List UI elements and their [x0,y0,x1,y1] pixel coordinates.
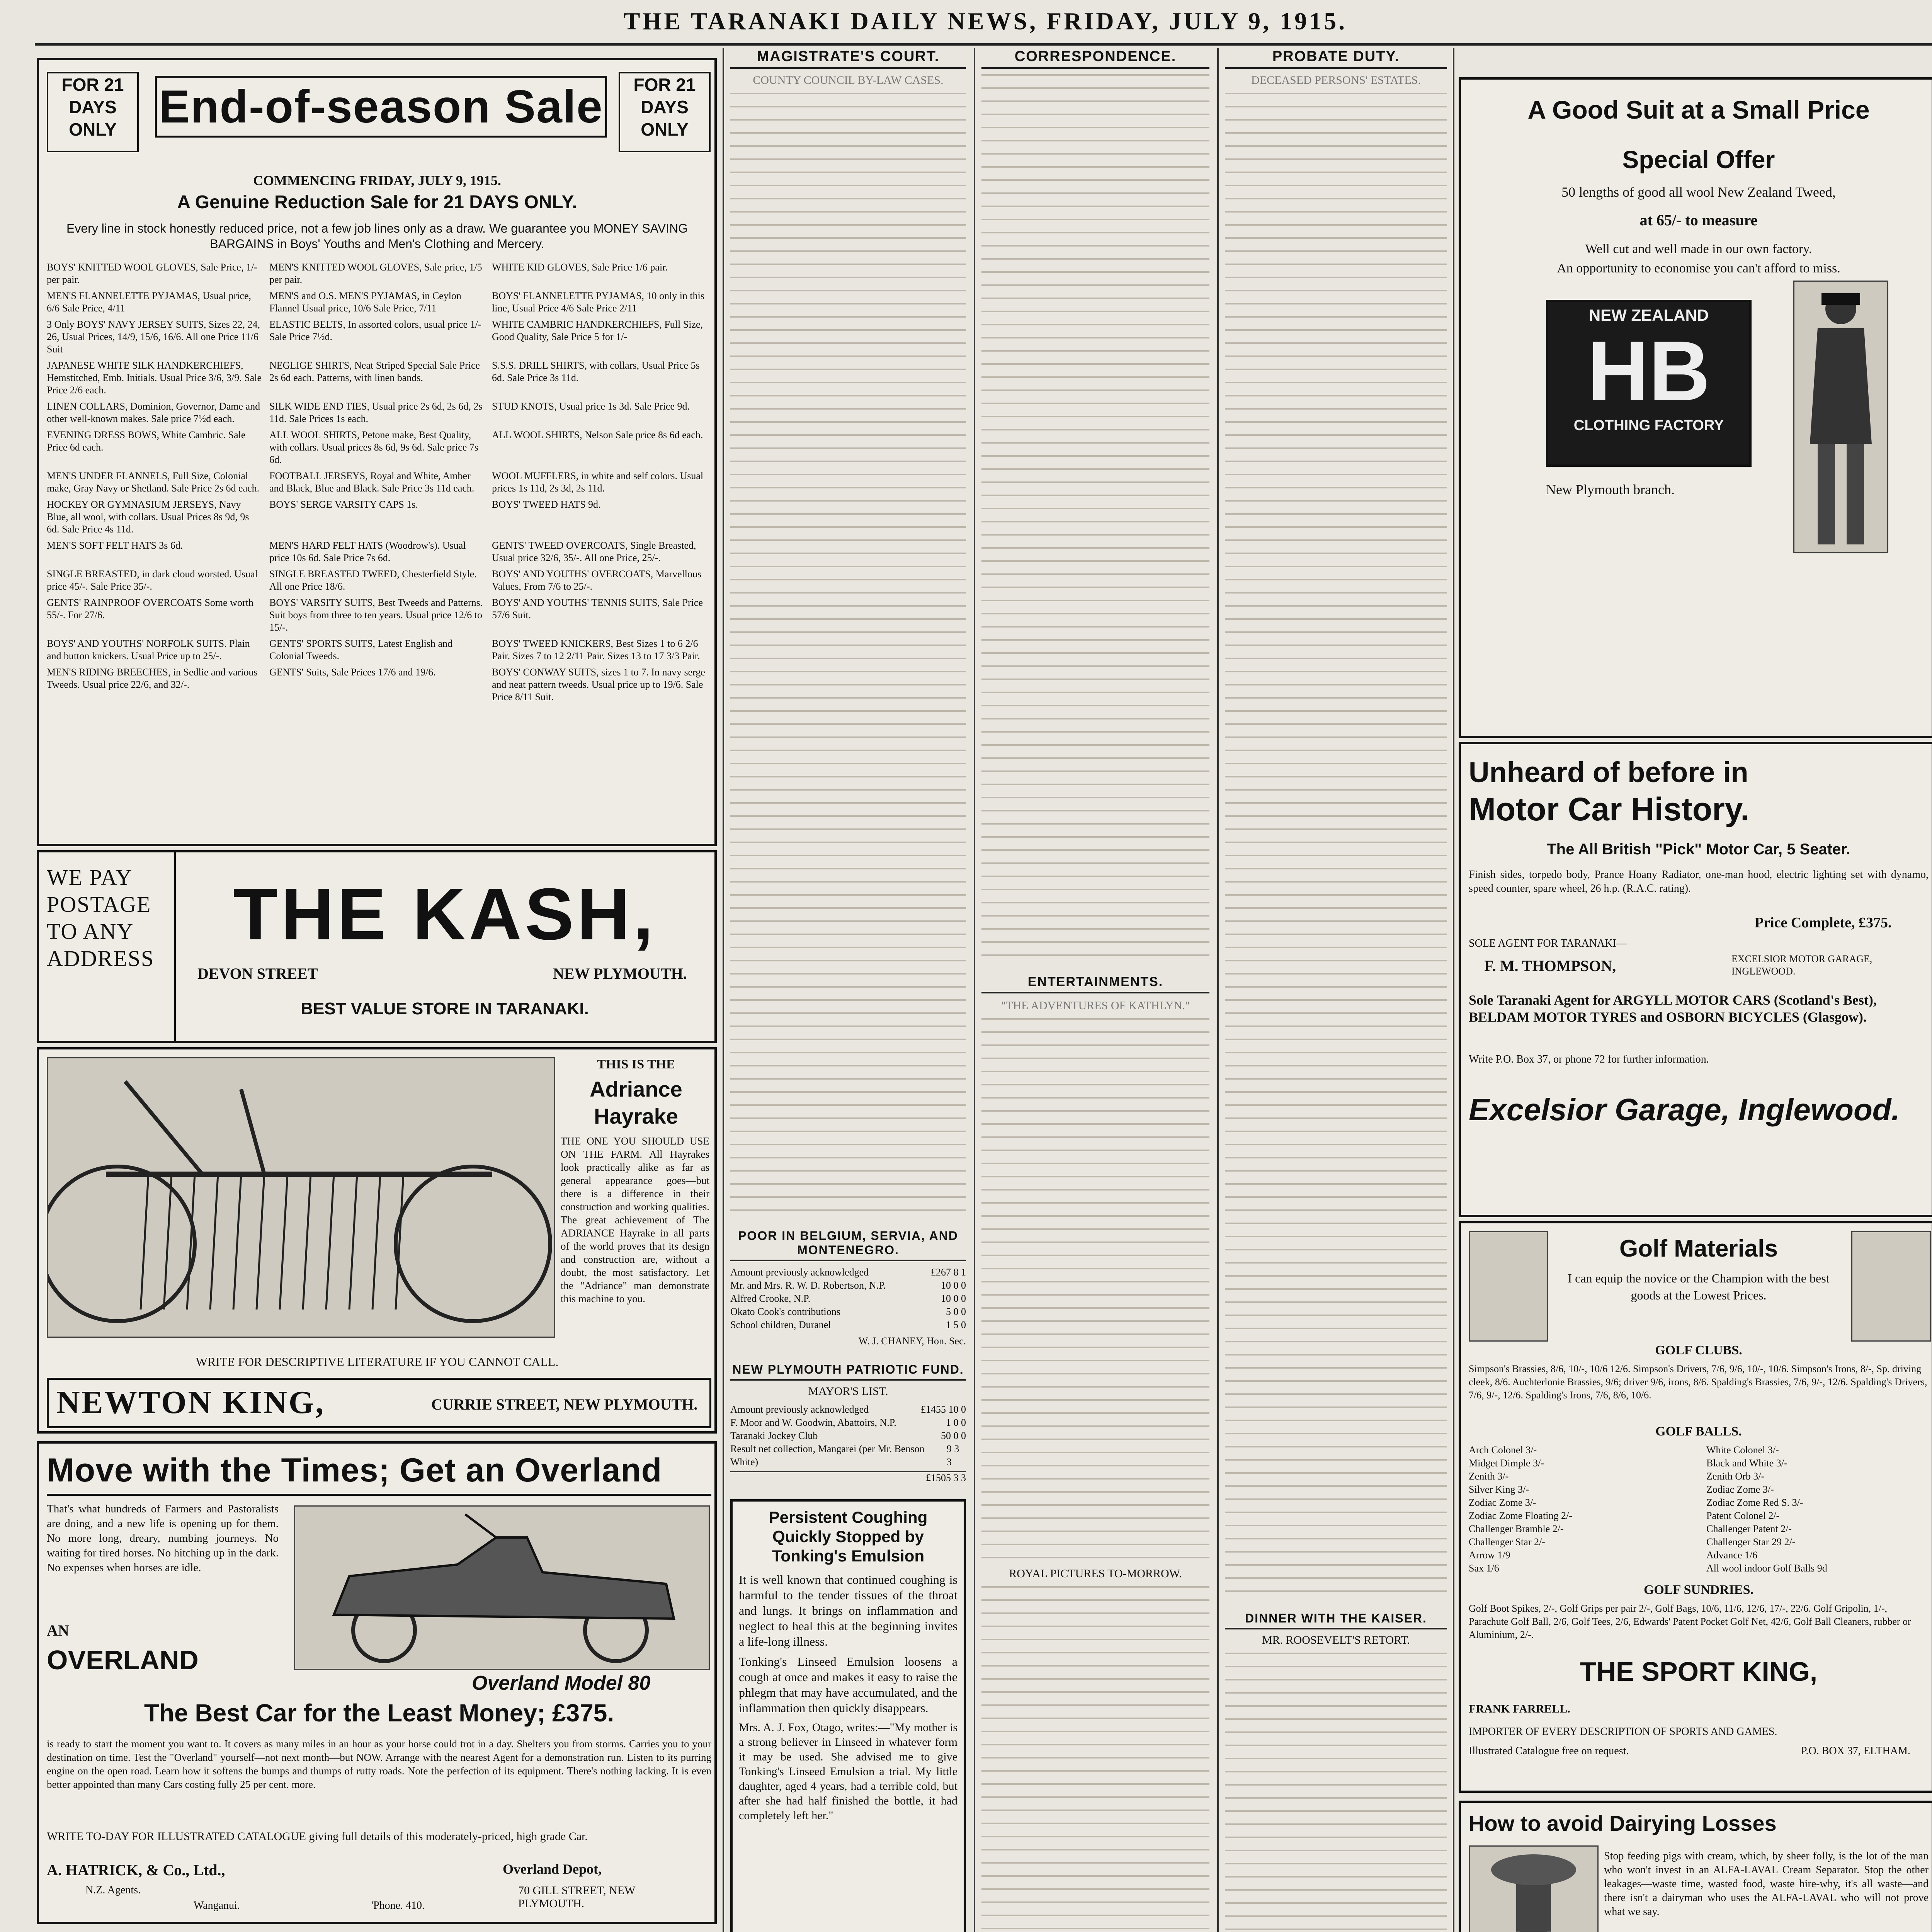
patriotic-list [730,1403,966,1469]
separator-drawing [1470,1847,1597,1932]
golf-ball-item: Patent Colonel 2/- [1706,1510,1780,1521]
golf-ball-item: Zodiac Zome 3/- [1706,1484,1774,1495]
motor-agent-head: SOLE AGENT FOR TARANAKI— [1469,937,1627,949]
overland-depot: Overland Depot, [503,1861,602,1877]
sale-item: MEN'S SOFT FELT HATS 3s 6d. [47,540,183,551]
sale-item: WHITE KID GLOVES, Sale Price 1/6 pair. [492,262,668,273]
column-divider [723,48,724,1932]
sale-item: NEGLIGE SHIRTS, Neat Striped Special Sale Price 2s 6d each. Patterns, with linen bands. [269,360,480,383]
overland-wanganui: Wanganui. [194,1900,240,1912]
tonking-advert [730,1499,966,1932]
sale-item: FOOTBALL JERSEYS, Royal and White, Amber and Black, Blue and Black. Sale Price 3s 11d each. [269,470,474,494]
sale-item: BOYS' AND YOUTHS' TENNIS SUITS, Sale Price 57/6 Suit. [492,597,703,621]
ledger-value: 5 0 0 [946,1306,966,1317]
motor-car-name: The All British "Pick" Motor Car, 5 Seater. [1547,841,1850,858]
ledger-value: 1 5 0 [946,1319,966,1330]
ledger-row [730,1442,966,1469]
dairy-body: Stop feeding pigs with cream, which, by sheer folly, is the lot of the man who won't invest in an ALFA-LAVAL Cream Separator. Stop the other leakages—waste time, wasted food, waste hire-why, it's all waste—and there isn't a dairyman who uses the ALFA-LAVAL who will not prove what we say. [1604,1850,1929,1918]
golf-ball-item: Midget Dimple 3/- [1469,1458,1544,1469]
sale-item: BOYS' TWEED KNICKERS, Best Sizes 1 to 6 2/6 Pair. Sizes 7 to 12 2/11 Pair. Sizes 13 to 17 3/3 Pair. [492,638,700,662]
motor-title-1: Unheard of before in [1469,756,1748,788]
hayrake-illustration [47,1057,555,1338]
overland-best: The Best Car for the Least Money; £375. [144,1699,614,1727]
motor-argyll: Sole Taranaki Agent for ARGYLL MOTOR CARS (Scotland's Best), BELDAM MOTOR TYRES and OSBORN BICYCLES (Glasgow). [1469,992,1877,1025]
ledger-value: 50 0 0 [941,1430,966,1441]
golf-ball-item: Challenger Star 29 2/- [1706,1536,1796,1548]
patriotic-sub: MAYOR'S LIST. [808,1385,888,1398]
golfer-illustration-left [1469,1231,1548,1342]
hb-logo-top: NEW ZEALAND [1588,306,1709,324]
golf-shop: THE SPORT KING, [1580,1656,1818,1687]
overland-car-drawing [295,1507,709,1669]
hayrake-body: THE ONE YOU SHOULD USE ON THE FARM. All Hayrakes look practically alike as far as general appearance goes—but there is a difference in their construction and working qualities. The great achievement of The ADRIANCE Hayrake in all parts of the world proves that its design and construction are, without a doubt, the most satisfactory. Let the "Adriance" man demonstrate this machine to you. [561,1135,709,1304]
overland-advert [37,1441,717,1924]
overland-intro: That's what hundreds of Farmers and Pastoralists are doing, and a new life is opening up for them. No more long, dreary, numbing journeys. No waiting for tired horses. No hitching up in the dark. No expenses when horses are idle. [47,1503,279,1574]
ledger-row [730,1403,966,1416]
sale-item: WOOL MUFFLERS, in white and self colors. Usual prices 1s 11d, 2s 3d, 2s 11d. [492,470,704,494]
motor-price: Price Complete, £375. [1755,915,1892,931]
motor-agent-right: EXCELSIOR MOTOR GARAGE, INGLEWOOD. [1731,953,1872,977]
column-divider [974,48,975,1932]
tonking-body-3: Mrs. A. J. Fox, Otago, writes:—"My mother is a strong believer in Linseed in whatever form it may be used. She advised me to give Tonking's Linseed Emulsion a trial. My little daughter, aged 4 years, had a terrible cold, but after she had half finished the bottle, it had completely left her." [739,1721,957,1822]
sale-item: LINEN COLLARS, Dominion, Governor, Dame and other well-known makes. Sale price 7½d each. [47,401,260,424]
sale-item: SILK WIDE END TIES, Usual price 2s 6d, 2s 6d, 2s 11d. Sale Prices 1s each. [269,401,483,424]
kash-title: THE KASH, [233,873,656,955]
suit-title: A Good Suit at a Small Price [1527,95,1870,124]
hayrake-this-is: THIS IS THE [597,1057,675,1071]
golf-ball-item: White Colonel 3/- [1706,1444,1779,1456]
patriotic-total: £1505 3 3 [730,1471,966,1484]
column-divider [1217,48,1219,1932]
sale-item: BOYS' KNITTED WOOL GLOVES, Sale Price, 1/- per pair. [47,262,257,285]
golf-ball-item: Challenger Bramble 2/- [1469,1523,1564,1534]
sale-item: MEN'S and O.S. MEN'S PYJAMAS, in Ceylon Flannel Usual price, 10/6 Sale Price, 7/11 [269,290,461,314]
hayrake-brand: Adriance [590,1077,682,1101]
overland-agent: A. HATRICK, & Co., Ltd., [47,1861,225,1879]
sale-item: BOYS' TWEED HATS 9d. [492,499,601,510]
motor-body: Finish sides, torpedo body, Prance Hoany Radiator, one-man hood, electric lighting set with dynamo, speed counter, spare wheel, 26 h.p. (R.A.C. rating). [1469,869,1929,895]
sale-item: SINGLE BREASTED TWEED, Chesterfield Style. All one Price 18/6. [269,568,477,592]
sale-item: GENTS' SPORTS SUITS, Latest English and Colonial Tweeds. [269,638,453,662]
dairy-advert [1459,1801,1932,1932]
ledger-row [730,1266,966,1279]
golf-sundries: Golf Boot Spikes, 2/-, Golf Grips per pair 2/-, Golf Bags, 10/6, 11/6, 12/6, 17/-, 22/6. Golf Gripolin, 1/-, Parachute Golf Ball, 2/6, Golf Tees, 2/6, Edwards' Patent Pocket Golf Net, 42/6, Golf Ball Cleaners, rubber or Aluminium, 2/-. [1469,1603,1911,1640]
sale-item: BOYS' VARSITY SUITS, Best Tweeds and Patterns. Suit boys from three to ten years. Usual price 12/6 to 15/-. [269,597,483,633]
ledger-row [730,1416,966,1429]
suit-opportunity: An opportunity to economise you can't afford to miss. [1557,261,1840,276]
golf-ball-item: Black and White 3/- [1706,1458,1787,1469]
ledger-value: 1 0 0 [946,1417,966,1428]
ledger-value: 10 0 0 [941,1293,966,1304]
magistrate-text [730,93,966,1213]
tonking-body-2: Tonking's Linseed Emulsion loosens a cough at once and makes it easy to raise the phlegm that may have accumulated, and the inflammation then quickly disappears. [739,1655,957,1715]
hb-logo-mid: HB [1587,323,1710,418]
sale-advert [37,58,717,846]
sale-item: GENTS' TWEED OVERCOATS, Single Breasted, Usual price 32/6, 35/-. All one Price, 25/-. [492,540,696,563]
suit-price: at 65/- to measure [1639,211,1758,229]
poor-head: POOR IN BELGIUM, SERVIA, AND MONTENEGRO. [730,1229,966,1261]
poor-list [730,1266,966,1332]
golf-ball-list [1469,1444,1929,1575]
hb-logo-bot: CLOTHING FACTORY [1573,417,1724,434]
golf-intro: I can equip the novice or the Champion with the best goods at the Lowest Prices. [1568,1271,1830,1302]
motor-garage: Excelsior Garage, Inglewood. [1469,1092,1900,1127]
probate-sub: DECEASED PERSONS' ESTATES. [1251,74,1421,87]
sale-item: MEN'S FLANNELETTE PYJAMAS, Usual price, 6/6 Sale Price, 4/11 [47,290,251,314]
golf-catalogue: Illustrated Catalogue free on request. [1469,1745,1629,1757]
ledger-label: Alfred Crooke, N.P. [730,1293,811,1304]
golf-ball-item: Zodiac Zome Red S. 3/- [1706,1497,1803,1508]
motor-agent: F. M. THOMPSON, [1484,957,1616,975]
ledger-row [730,1292,966,1305]
ledger-row [730,1279,966,1292]
ledger-label: F. Moor and W. Goodwin, Abattoirs, N.P. [730,1417,896,1428]
sale-item: BOYS' SERGE VARSITY CAPS 1s. [269,499,418,510]
sale-item: STUD KNOTS, Usual price 1s 3d. Sale Price 9d. [492,401,690,412]
sale-item: MEN'S RIDING BREECHES, in Sedlie and various Tweeds. Usual price 22/6, and 32/-. [47,667,258,690]
sale-item: BOYS' CONWAY SUITS, sizes 1 to 7. In navy serge and neat pattern tweeds. Usual price up to 19/6. Sale Price 8/11 Suit. [492,667,705,702]
sale-item: 3 Only BOYS' NAVY JERSEY SUITS, Sizes 22, 24, 26, Usual Prices, 14/9, 15/6, 16/6. All one Price 11/6 Suit [47,319,260,355]
news-column-magistrate [730,48,966,1932]
suit-special: Special Offer [1622,146,1775,173]
ledger-value: £267 8 1 [931,1267,966,1278]
ledger-row [730,1318,966,1332]
ledger-row [730,1429,966,1442]
ledger-label: School children, Duranel [730,1319,831,1330]
overland-an: AN [47,1622,69,1639]
man-illustration [1793,281,1888,553]
motor-title-2: Motor Car History. [1469,791,1750,827]
golf-clubs-head: GOLF CLUBS. [1655,1343,1742,1357]
man-drawing [1794,282,1887,552]
masthead: THE TARANAKI DAILY NEWS, FRIDAY, JULY 9, 1915. [623,7,1347,35]
patriotic-head: NEW PLYMOUTH PATRIOTIC FUND. [730,1362,966,1381]
sale-item: ALL WOOL SHIRTS, Petone make, Best Quality, with collars. Usual prices 8s 6d, 9s 6d. Sale price 7s 6d. [269,429,478,465]
entertainments-head: ENTERTAINMENTS. [981,975,1209,993]
ledger-label: Amount previously acknowledged [730,1267,869,1278]
overland-car-illustration [294,1505,710,1670]
kash-advert [37,850,717,1043]
golf-ball-item: Sax 1/6 [1469,1563,1499,1574]
news-column-probate [1225,48,1447,1932]
sale-item: ALL WOOL SHIRTS, Nelson Sale price 8s 6d each. [492,429,703,440]
ledger-value: 10 0 0 [941,1280,966,1291]
golf-ball-item: Zodiac Zome 3/- [1469,1497,1536,1508]
sale-item: MEN'S UNDER FLANNELS, Full Size, Colonial make, Gray Navy or Shetland. Sale Price 2s 6d each. [47,470,260,494]
kash-tagline: BEST VALUE STORE IN TARANAKI. [301,999,589,1018]
hayrake-address: CURRIE STREET, NEW PLYMOUTH. [431,1396,698,1413]
column-divider [1453,48,1454,1932]
kaiser-head: DINNER WITH THE KAISER. [1225,1611,1447,1629]
sale-title: End-of-season Sale [155,76,607,138]
tonking-head: Persistent Coughing Quickly Stopped by Tonking's Emulsion [769,1508,928,1565]
hb-logo [1546,300,1752,467]
sale-item: GENTS' RAINPROOF OVERCOATS Some worth 55/-. For 27/6. [47,597,253,621]
sale-item: BOYS' AND YOUTHS' OVERCOATS, Marvellous Values, From 7/6 to 25/-. [492,568,702,592]
magistrate-head: MAGISTRATE'S COURT. [730,48,966,69]
suit-body: 50 lengths of good all wool New Zealand Tweed, [1561,184,1836,200]
hayrake-advert [37,1047,717,1434]
sale-item: EVENING DRESS BOWS, White Cambric. Sale Price 6d each. [47,429,246,453]
hayrake-dealer-strip [47,1378,711,1428]
news-column-correspondence [981,48,1209,1932]
entertainments-sub: "THE ADVENTURES OF KATHLYN." [1001,999,1190,1012]
probate-head: PROBATE DUTY. [1225,48,1447,69]
golf-ball-item: Zenith 3/- [1469,1471,1509,1482]
sale-item: WHITE CAMBRIC HANDKERCHIEFS, Full Size, Good Quality, Sale Price 5 for 1/- [492,319,703,342]
sale-item: ELASTIC BELTS, In assorted colors, usual price 1/- Sale Price 7½d. [269,319,481,342]
hayrake-name: Hayrake [594,1104,678,1128]
sale-item: JAPANESE WHITE SILK HANDKERCHIEFS, Hemstitched, Emb. Initials. Usual Price 3/6, 3/9. Sale Price 2/6 each. [47,360,262,396]
overland-write: WRITE TO-DAY FOR ILLUSTRATED CATALOGUE giving full details of this moderately-priced, high grade Car. [47,1830,588,1843]
tonking-body-1: It is well known that continued coughing is harmful to the tender tissues of the throat and lungs. It brings on inflammation and neglect to heal this at the beginning invites a life-long illness. [739,1573,957,1648]
sale-item: MEN'S KNITTED WOOL GLOVES, Sale price, 1/5 per pair. [269,262,482,285]
overland-brand: OVERLAND [47,1645,199,1675]
magistrate-sub: COUNTY COUNCIL BY-LAW CASES. [753,74,944,87]
corr-head: CORRESPONDENCE. [981,48,1209,69]
ledger-row [730,1305,966,1318]
golf-balls-head: GOLF BALLS. [1655,1424,1742,1439]
kash-divider [174,852,176,1042]
sale-item: GENTS' Suits, Sale Prices 17/6 and 19/6. [269,667,436,678]
probate-text [1225,93,1447,1600]
kaiser-text [1225,1653,1447,1932]
sale-item: BOYS' AND YOUTHS' NORFOLK SUITS. Plain and button knickers. Usual Price up to 25/-. [47,638,250,662]
kash-town: NEW PLYMOUTH. [553,965,687,982]
motor-car-advert [1459,742,1932,1217]
sale-item-list [47,261,707,703]
overland-depot-addr: 70 GILL STREET, NEW PLYMOUTH. [518,1884,635,1910]
golf-owner: FRANK FARRELL. [1469,1702,1570,1715]
sale-side-left: FOR 21 DAYS ONLY [47,72,139,152]
kaiser-sub: MR. ROOSEVELT'S RETORT. [1262,1634,1410,1646]
kash-street: DEVON STREET [197,965,318,982]
poor-sig: W. J. CHANEY, Hon. Sec. [858,1335,966,1347]
overland-phone: 'Phone. 410. [371,1900,425,1912]
dairy-title: How to avoid Dairying Losses [1469,1811,1777,1835]
golf-advert [1459,1221,1932,1793]
sale-item: BOYS' FLANNELETTE PYJAMAS, 10 only in this line, Usual Price 4/6 Sale Price 2/11 [492,290,704,314]
golf-ball-item: Challenger Patent 2/- [1706,1523,1792,1534]
golf-title: Golf Materials [1619,1235,1778,1262]
overland-body: is ready to start the moment you want to. It covers as many miles in an hour as your horse could trot in a day. Shelters you from storms. Carries you to your destination on time. Test the "Overland" yourself—not next month—but NOW. Arrange with the nearest Agent for a demonstration run. Listen to its purring engine on the open road. Learn how it softens the bumps and thumps of rutty roads. Note the perfection of its equipment. There's nothing lacking. It is even better appointed than many Cars costing fully 25 per cent. more. [47,1738,711,1790]
hayrake-drawing [48,1058,554,1337]
golf-ball-item: Arrow 1/9 [1469,1549,1510,1561]
golfer-illustration-right [1851,1231,1931,1342]
ledger-label: Result net collection, Mangarei (per Mr. Benson White) [730,1443,925,1468]
suit-made: Well cut and well made in our own factory. [1585,242,1812,256]
golf-ball-item: Advance 1/6 [1706,1549,1758,1561]
golf-ball-item: Challenger Star 2/- [1469,1536,1545,1548]
suit-advert [1459,77,1932,738]
golf-box: P.O. BOX 37, ELTHAM. [1801,1745,1910,1757]
entertainments-text [981,1018,1209,1559]
sale-subtitle: A Genuine Reduction Sale for 21 DAYS ONLY. [177,192,577,213]
masthead-rule [35,43,1932,46]
sale-item: MEN'S HARD FELT HATS (Woodrow's). Usual price 10s 6d. Sale Price 7s 6d. [269,540,466,563]
golf-ball-item: Zenith Orb 3/- [1706,1471,1765,1482]
hayrake-write: WRITE FOR DESCRIPTIVE LITERATURE IF YOU CANNOT CALL. [196,1355,559,1369]
motor-write: Write P.O. Box 37, or phone 72 for further information. [1469,1053,1709,1065]
ledger-label: Mr. and Mrs. R. W. D. Robertson, N.P. [730,1280,886,1291]
ledger-label: Okato Cook's contributions [730,1306,840,1317]
golf-ball-item: Zodiac Zome Floating 2/- [1469,1510,1572,1521]
ledger-value: £1455 10 0 [921,1404,966,1415]
kash-postage: WE PAY POSTAGE TO ANY ADDRESS [47,865,155,971]
golf-ball-item: Silver King 3/- [1469,1484,1529,1495]
corr-text [981,74,1209,963]
hayrake-dealer: NEWTON KING, [56,1384,325,1420]
sale-item: HOCKEY OR GYMNASIUM JERSEYS, Navy Blue, all wool, with collars. Usual Prices 8s 9d, 9s 6d. Sale Price 4s 11d. [47,499,249,535]
ledger-label: Taranaki Jockey Club [730,1430,818,1441]
royal-head: ROYAL PICTURES TO-MORROW. [1009,1567,1182,1580]
overland-model: Overland Model 80 [472,1672,651,1694]
golf-clubs: Simpson's Brassies, 8/6, 10/-, 10/6 12/6. Simpson's Drivers, 7/6, 9/6, 10/-, 10/6. Simpson's Irons, 8/-, Sp. driving cleek, 8/6. Auchterlonie Brassies, 9/6; driver 9/6, irons, 8/6. Spalding's Brassies, 7/6, 9/-, 12/6. Spalding's Drivers, 7/6, 9/-, 12/6. Spalding's Irons, 7/6, 8/6, 10/6. [1469,1363,1927,1401]
ledger-value: 9 3 3 [946,1443,959,1468]
golf-ball-item: All wool indoor Golf Balls 9d [1706,1563,1827,1574]
royal-text [981,1586,1209,1932]
golf-ball-item: Arch Colonel 3/- [1469,1444,1537,1456]
sale-item: SINGLE BREASTED, in dark cloud worsted. Usual price 45/-. Sale Price 35/-. [47,568,258,592]
overland-title: Move with the Times; Get an Overland [47,1452,662,1489]
sale-commencing: COMMENCING FRIDAY, JULY 9, 1915. [253,173,501,188]
overland-rule [47,1494,711,1496]
overland-agent-sub: N.Z. Agents. [85,1884,141,1896]
ledger-label: Amount previously acknowledged [730,1404,869,1415]
sale-intro: Every line in stock honestly reduced price, not a few job lines only as a draw. We guarantee you MONEY SAVING BARGAINS in Boys' Youths and Men's Clothing and Mercery. [66,221,688,251]
separator-illustration [1469,1845,1599,1932]
sale-item: S.S.S. DRILL SHIRTS, with collars, Usual Price 5s 6d. Sale Price 3s 11d. [492,360,700,383]
golf-sundries-head: GOLF SUNDRIES. [1643,1583,1754,1597]
golf-importer: IMPORTER OF EVERY DESCRIPTION OF SPORTS AND GAMES. [1469,1726,1777,1738]
suit-branch: New Plymouth branch. [1546,482,1675,497]
sale-side-right: FOR 21 DAYS ONLY [619,72,711,152]
